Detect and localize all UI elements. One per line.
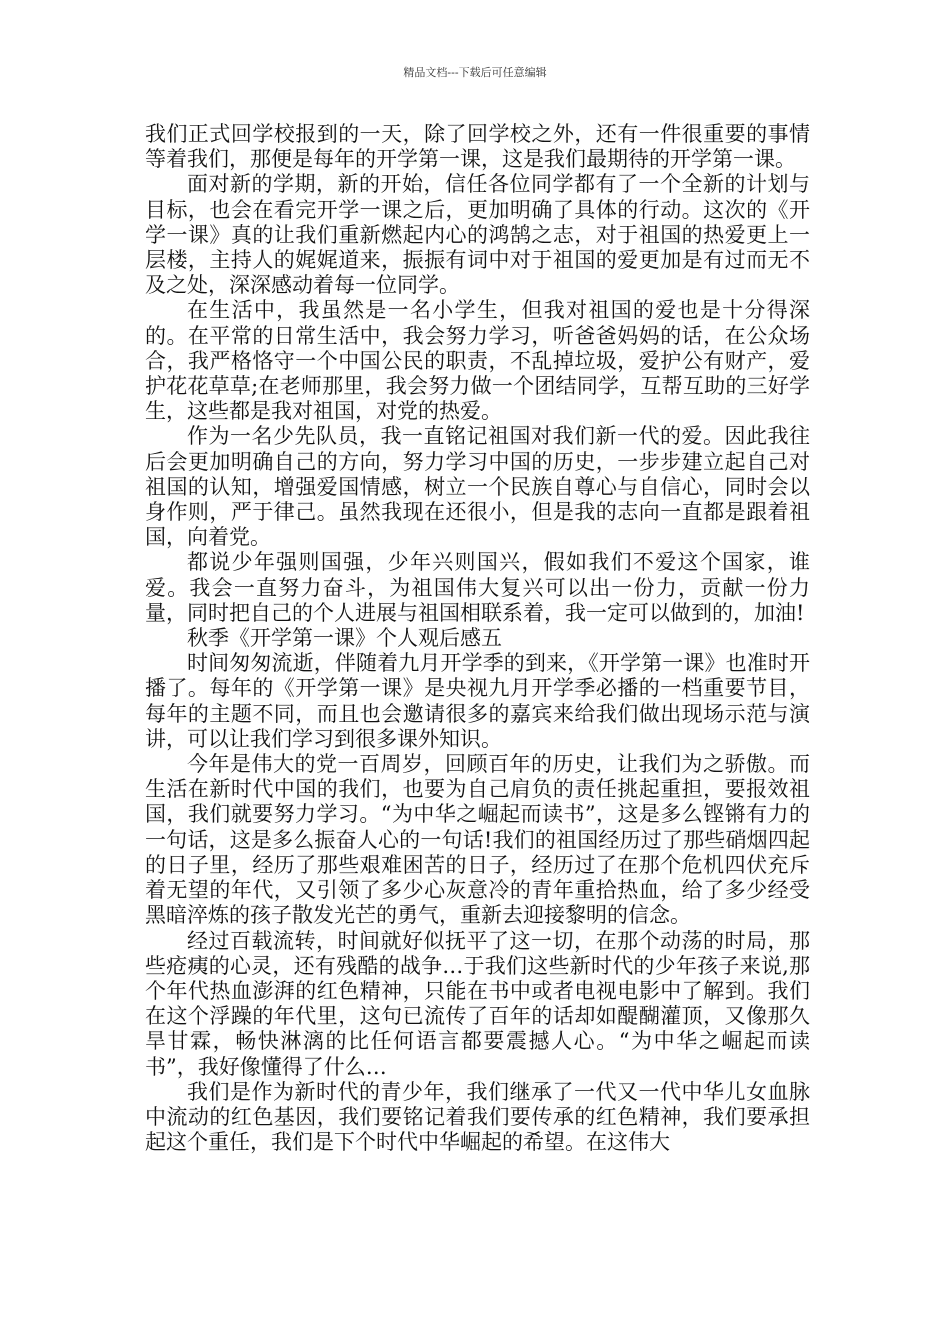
paragraph: 经过百载流转，时间就好似抚平了这一切，在那个动荡的时局，那些疮痍的心灵，还有残酷的战争…于我们这些新时代的少年孩子来说,那个年代热血澎湃的红色精神，只能在书中或者电视电影中了解到。我们在这个浮躁的年代里，这句已流传了百年的话却如醍醐灌顶，又像那久旱甘霖，畅快淋漓的比任何语言都要震撼人心。“为中华之崛起而读书”，我好像懂得了什么…: [145, 928, 810, 1079]
paragraph: 都说少年强则国强，少年兴则国兴，假如我们不爱这个国家，谁爱。我会一直努力奋斗，为祖国伟大复兴可以出一份力，贡献一份力量，同时把自己的个人进展与祖国相联系着，我一定可以做到的，加油!: [145, 550, 810, 625]
paragraph: 今年是伟大的党一百周岁，回顾百年的历史，让我们为之骄傲。而生活在新时代中国的我们，也要为自己肩负的责任挑起重担，要报效祖国，我们就要努力学习。“为中华之崛起而读书”，这是多么铿锵有力的一句话，这是多么振奋人心的一句话!我们的祖国经历过了那些硝烟四起的日子里，经历了那些艰难困苦的日子，经历过了在那个危机四伏充斥着无望的年代，又引领了多少心灰意冷的青年重拾热血，给了多少经受黑暗淬炼的孩子散发光芒的勇气，重新去迎接黎明的信念。: [145, 752, 810, 928]
paragraph: 我们正式回学校报到的一天，除了回学校之外，还有一件很重要的事情等着我们，那便是每年的开学第一课，这是我们最期待的开学第一课。: [145, 122, 810, 172]
paragraph: 作为一名少先队员，我一直铭记祖国对我们新一代的爱。因此我往后会更加明确自己的方向，努力学习中国的历史，一步步建立起自己对祖国的认知，增强爱国情感，树立一个民族自尊心与自信心，同时会以身作则，严于律己。虽然我现在还很小，但是我的志向一直都是跟着祖国，向着党。: [145, 424, 810, 550]
document-body: [145, 122, 810, 1155]
page-header: 精品文档---下载后可任意编辑: [403, 66, 547, 79]
paragraph: 时间匆匆流逝，伴随着九月开学季的到来，《开学第一课》也准时开播了。每年的《开学第一课》是央视九月开学季必播的一档重要节目，每年的主题不同，而且也会邀请很多的嘉宾来给我们做出现场示范与演讲，可以让我们学习到很多课外知识。: [145, 651, 810, 751]
paragraph: 面对新的学期，新的开始，信任各位同学都有了一个全新的计划与目标，也会在看完开学一课之后，更加明确了具体的行动。这次的《开学一课》真的让我们重新燃起内心的鸿鹄之志，对于祖国的热爱更上一层楼，主持人的娓娓道来，振振有词中对于祖国的爱更加是有过而无不及之处，深深感动着每一位同学。: [145, 172, 810, 298]
section-heading: 秋季《开学第一课》个人观后感五: [187, 626, 502, 651]
paragraph: 我们是作为新时代的青少年，我们继承了一代又一代中华儿女血脉中流动的红色基因，我们要铭记着我们要传承的红色精神，我们要承担起这个重任，我们是下个时代中华崛起的希望。在这伟大: [145, 1079, 810, 1155]
paragraph: 在生活中，我虽然是一名小学生，但我对祖国的爱也是十分得深的。在平常的日常生活中，我会努力学习，听爸爸妈妈的话，在公众场合，我严格恪守一个中国公民的职责，不乱掉垃圾，爱护公有财产，爱护花花草草;在老师那里，我会努力做一个团结同学，互帮互助的三好学生，这些都是我对祖国，对党的热爱。: [145, 298, 810, 424]
